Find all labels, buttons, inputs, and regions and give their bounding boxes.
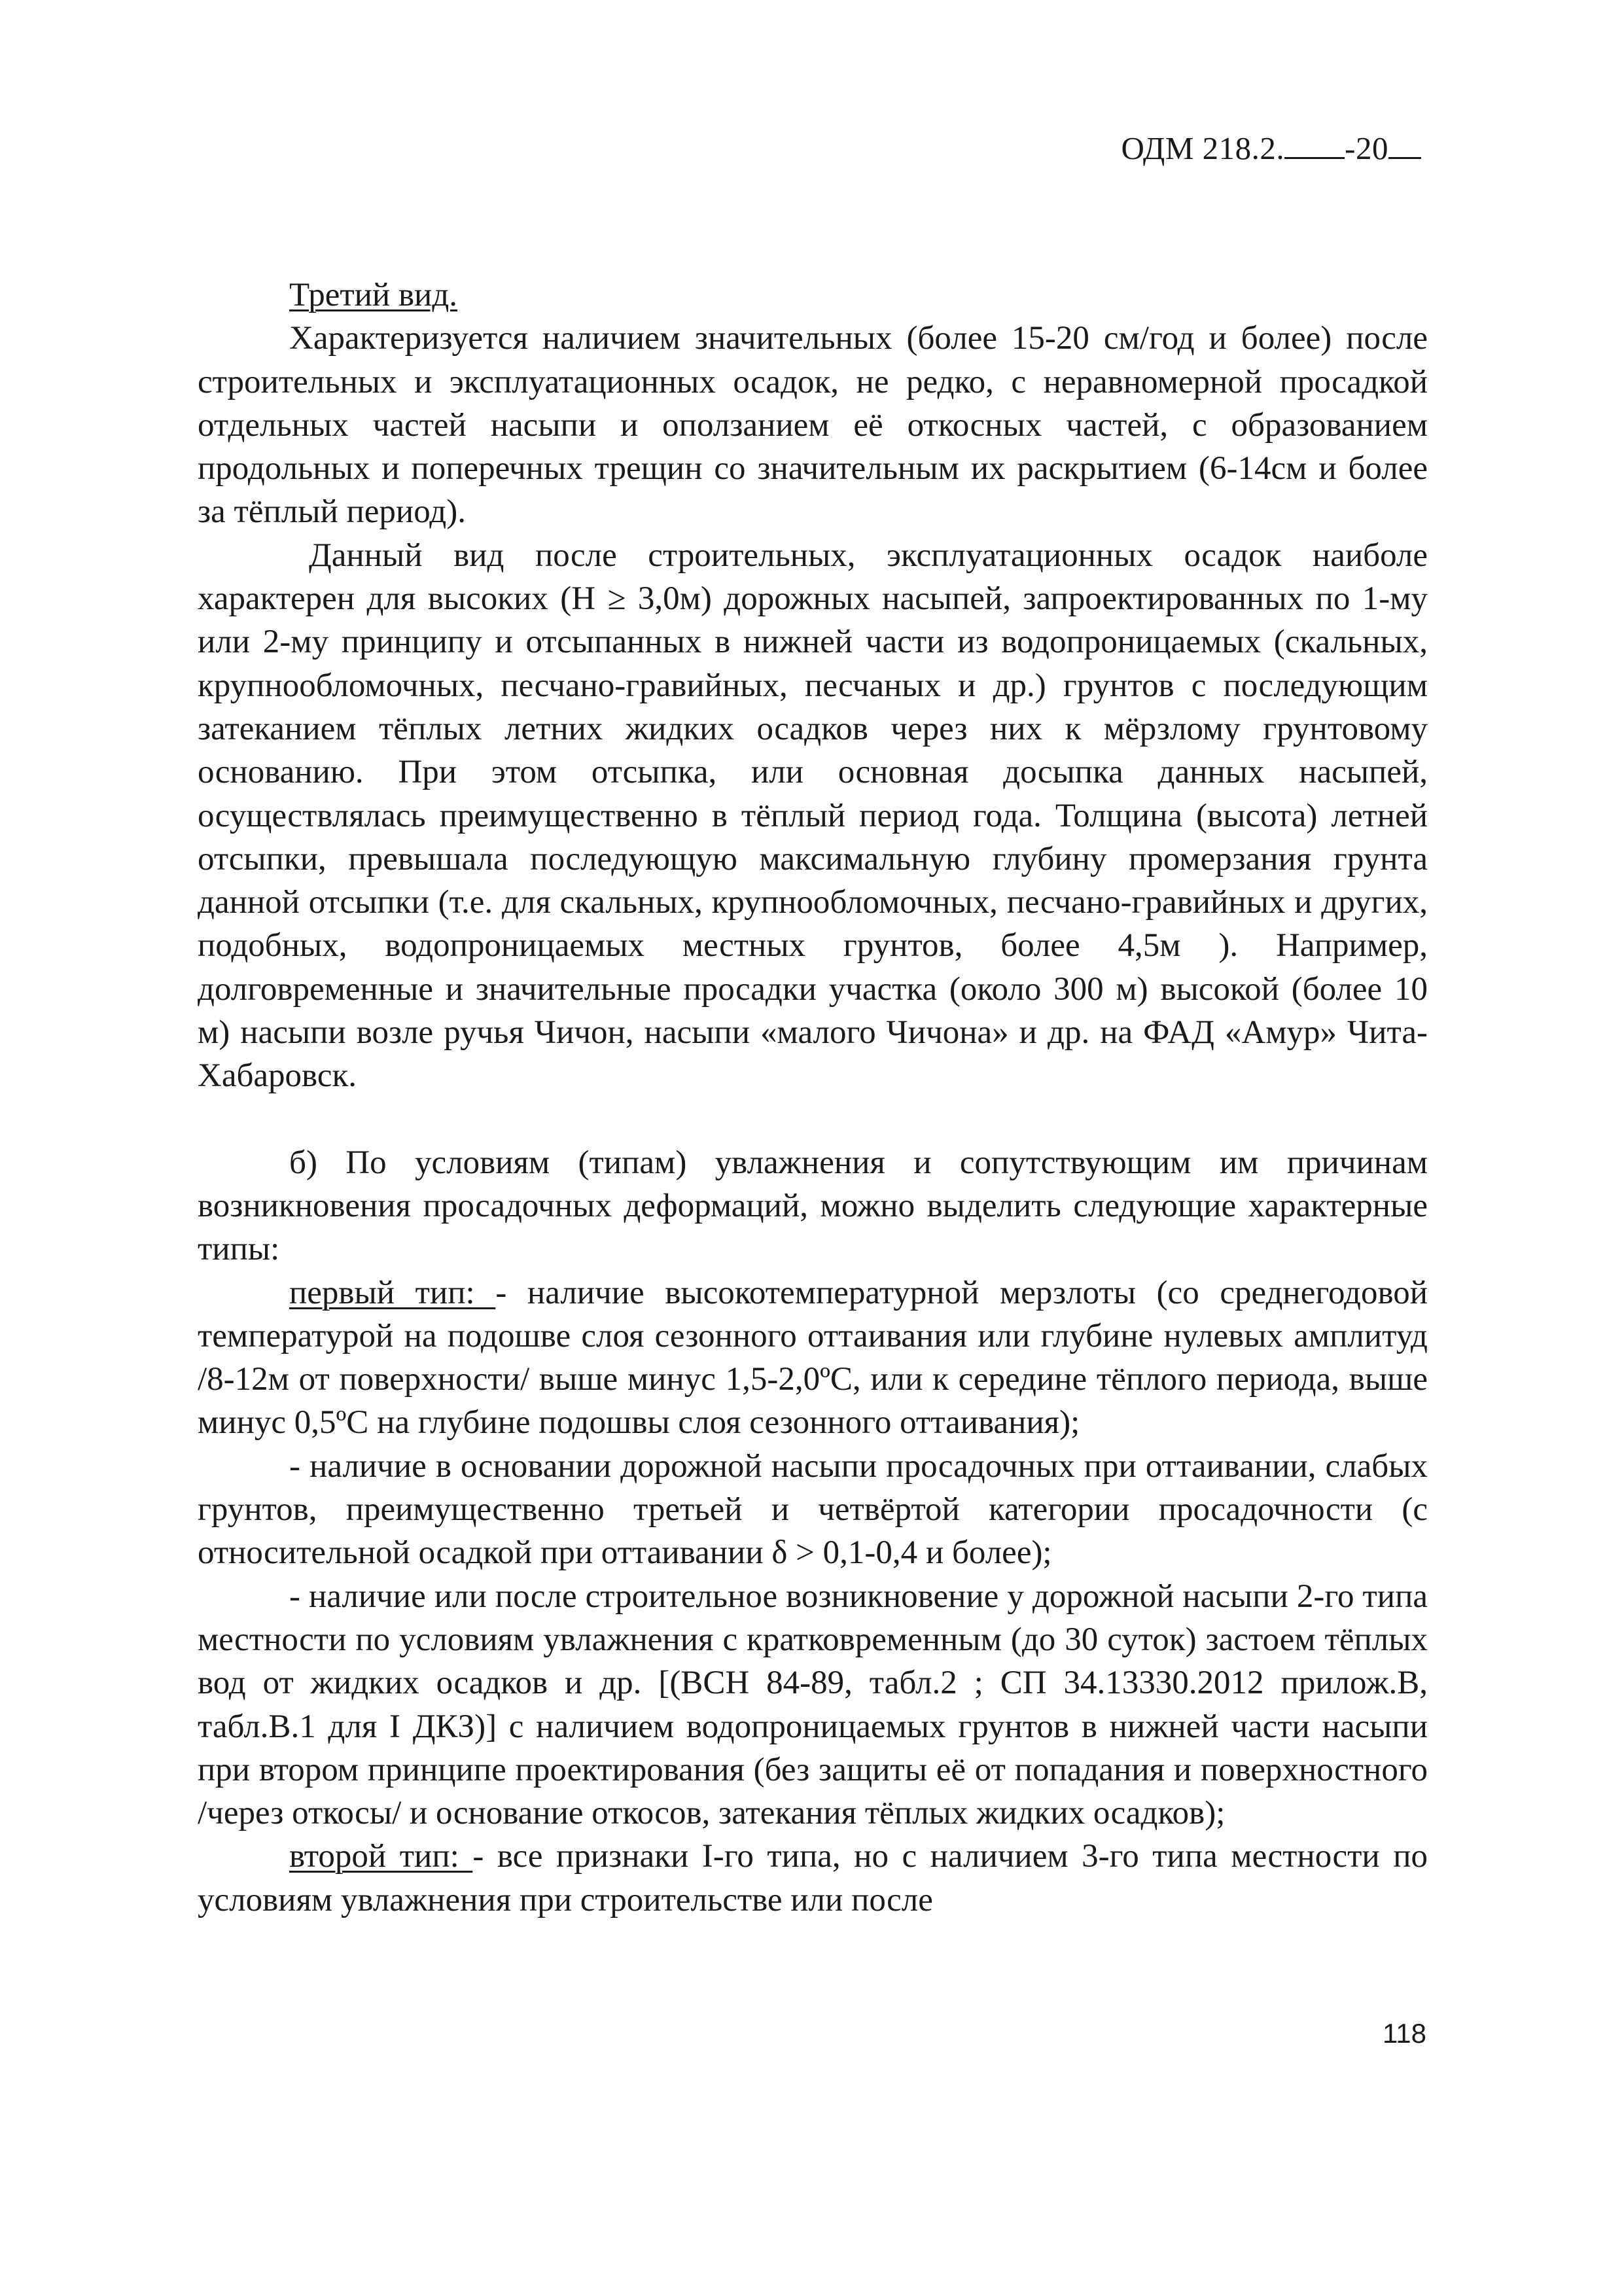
document-code-blank-year <box>1388 128 1421 159</box>
paragraph-second-type <box>198 1835 1428 1922</box>
paragraph-first-type-condition-3: - наличие или после строительное возникновение у дорожной насыпи 2-го типа местности по условиям увлажнения с кратковременным (до 30 суток) застоем тёплых вод от жидких осадков и др. [(ВСН 84-89, табл.2 ; СП 34.13330.2012 прилож.В, табл.В.1 для I ДКЗ)] с наличием водопроницаемых грунтов в нижней части насыпи при втором принципе проектирования (без защиты её от попадания и поверхностного /через откосы/ и основание откосов, затекания тёплых жидких осадков); <box>198 1578 1428 1832</box>
page-number: 118 <box>1383 2018 1426 2049</box>
second-type-label: второй тип: <box>289 1838 473 1875</box>
second-type-text: - все признаки I-го типа, но с наличием 3-го типа местности по условиям увлажнения при строительстве или после <box>198 1838 1428 1918</box>
paragraph-first-type-condition-2: - наличие в основании дорожной насыпи просадочных при оттаивании, слабых грунтов, преимущественно третьей и четвёртой категории просадочности (с относительной осадкой при оттаивании δ > 0,1-0,4 и более); <box>198 1447 1428 1572</box>
document-code-prefix: ОДМ 218.2. <box>1121 130 1285 166</box>
first-type-text: - наличие высокотемпературной мерзлоты (со среднегодовой температурой на подошве слоя сезонного оттаивания или глубине нулевых амплитуд /8-12м от поверхности/ выше минус 1,5-2,0ºС, или к середине тёплого периода, выше минус 0,5ºС на глубине подошвы слоя сезонного оттаивания); <box>198 1274 1428 1441</box>
document-body <box>198 274 1428 1922</box>
document-code-separator: -20 <box>1345 130 1388 166</box>
paragraph-first-type <box>198 1271 1428 1445</box>
paragraph-third-type-description: Характеризуется наличием значительных (более 15-20 см/год и более) после строительных и эксплуатационных осадок, не редко, с неравномерной просадкой отдельных частей насыпи и оползанием её откосных частей, с образованием продольных и поперечных трещин со значительным их раскрытием (6-14см и более за тёплый период). <box>198 320 1428 531</box>
paragraph-classification-intro: б) По условиям (типам) увлажнения и сопутствующим им причинам возникновения просадочных деформаций, можно выделить следующие характерные типы: <box>198 1144 1428 1268</box>
first-type-label: первый тип: <box>289 1274 496 1311</box>
section-heading-third-type <box>198 274 1428 317</box>
document-code-header <box>1121 128 1421 167</box>
section-heading-text: Третий вид. <box>289 277 458 313</box>
paragraph-third-type-details: Данный вид после строительных, эксплуатационных осадок наиболе характерен для высоких (Н ≥ 3,0м) дорожных насыпей, запроектированных по 1-му или 2-му принципу и отсыпанных в нижней части из водопроницаемых (скальных, крупнообломочных, песчано-гравийных, песчаных и др.) грунтов с последующим затеканием тёплых летних жидких осадков через них к мёрзлому грунтовому основанию. При этом отсыпка, или основная досыпка данных насыпей, осуществлялась преимущественно в тёплый период года. Толщина (высота) летней отсыпки, превышала последующую максимальную глубину промерзания грунта данной отсыпки (т.е. для скальных, крупнообломочных, песчано-гравийных и других, подобных, водопроницаемых местных грунтов, более 4,5м ). Например, долговременные и значительные просадки участка (около 300 м) высокой (более 10 м) насыпи возле ручья Чичон, насыпи «малого Чичона» и др. на ФАД «Амур» Чита-Хабаровск. <box>198 537 1428 1095</box>
paragraph-gap <box>198 1098 1428 1141</box>
document-code-blank-number <box>1284 128 1345 159</box>
